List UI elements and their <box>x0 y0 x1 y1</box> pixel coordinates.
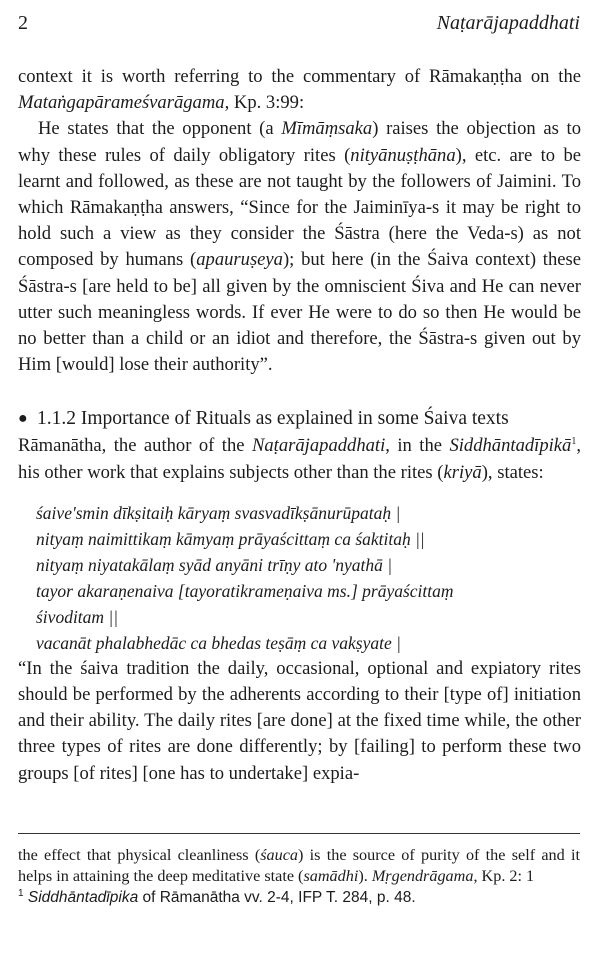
verse-line: nityaṃ naimittikaṃ kāmyaṃ prāyaścittaṃ ca śaktitaḥ || <box>36 528 425 549</box>
section-heading <box>18 406 581 433</box>
paragraph-continuation: context it is worth referring to the commentary of Rāmakaṇṭha on the Mataṅgapārameśvarāgama, Kp. 3:99: <box>18 66 581 114</box>
paragraph-ramanatha: Rāmanātha, the author of the Naṭarājapaddhati, in the Siddhāntadīpikā$^1$, his other work that explains subjects other than the rites (kriyā), states: <box>18 435 581 483</box>
bullet-icon: ● <box>18 410 28 428</box>
footnote-rule <box>18 833 580 834</box>
verse-line: śivoditam || <box>36 606 119 627</box>
page-header <box>18 12 580 40</box>
paragraph-translation: “In the śaiva tradition the daily, occasional, optional and expiatory rites should be performed by the adherents according to their [type of] initiation and their ability. The daily rites [are done] at the fixed time while, the other three types of rites are done differently; by [failing] to perform these two groups [of rites] [one has to undertake] expia- <box>18 657 581 784</box>
footnote-1: $^1$ Siddhāntadīpika of Rāmanātha vv. 2-4, IFP T. 284, p. 48. <box>18 887 416 906</box>
verse-line: śaive'smin dīkṣitaiḥ kāryaṃ svasvadīkṣānurūpataḥ | <box>36 502 401 523</box>
footnote-number: 1 <box>18 887 24 899</box>
section-heading-text: 1.1.2 Importance of Rituals as explained in some Śaiva texts <box>37 408 509 430</box>
verse-line: nityaṃ niyatakālaṃ syād anyāni trīṇy ato 'nyathā | <box>36 554 393 575</box>
footnote-ref: 1 <box>571 436 577 448</box>
footnote-continuation: the effect that physical cleanliness (śauca) is the source of purity of the self and it helps in attaining the deep meditative state (samādhi). Mṛgendrāgama, Kp. 2: 1 <box>18 846 580 885</box>
paragraph-ramakantha: He states that the opponent (a Mīmāṃsaka) raises the objection as to why these rules of daily obligatory rites (nityānuṣṭhāna), etc. are to be learnt and followed, as these are not taught by the followers of Jaimini. To which Rāmakaṇṭha answers, “Since for the Jaiminīya-s it may be right to hold such a view as they consider the Śāstra (here the Veda-s) as not composed by humans (apauruṣeya); but here (in the Śaiva context) these Śāstra-s [are held to be] all given by the omniscient Śiva and He can never utter such meaningless words. If ever He were to do so then He would be no better than a child or an idiot and therefore, the Śāstra-s given out by Him [would] lose their authority”. <box>18 118 581 376</box>
running-title: Naṭarājapaddhati <box>436 12 580 34</box>
verse-line: tayor akaraṇenaiva [tayoratikrameṇaiva ms.] prāyaścittaṃ <box>36 580 454 601</box>
footnotes <box>18 845 580 908</box>
sanskrit-verse <box>36 500 581 656</box>
verse-line: vacanāt phalabhedāc ca bhedas teṣāṃ ca vakṣyate | <box>36 632 401 653</box>
main-text <box>18 64 581 787</box>
page-number: 2 <box>18 12 28 34</box>
